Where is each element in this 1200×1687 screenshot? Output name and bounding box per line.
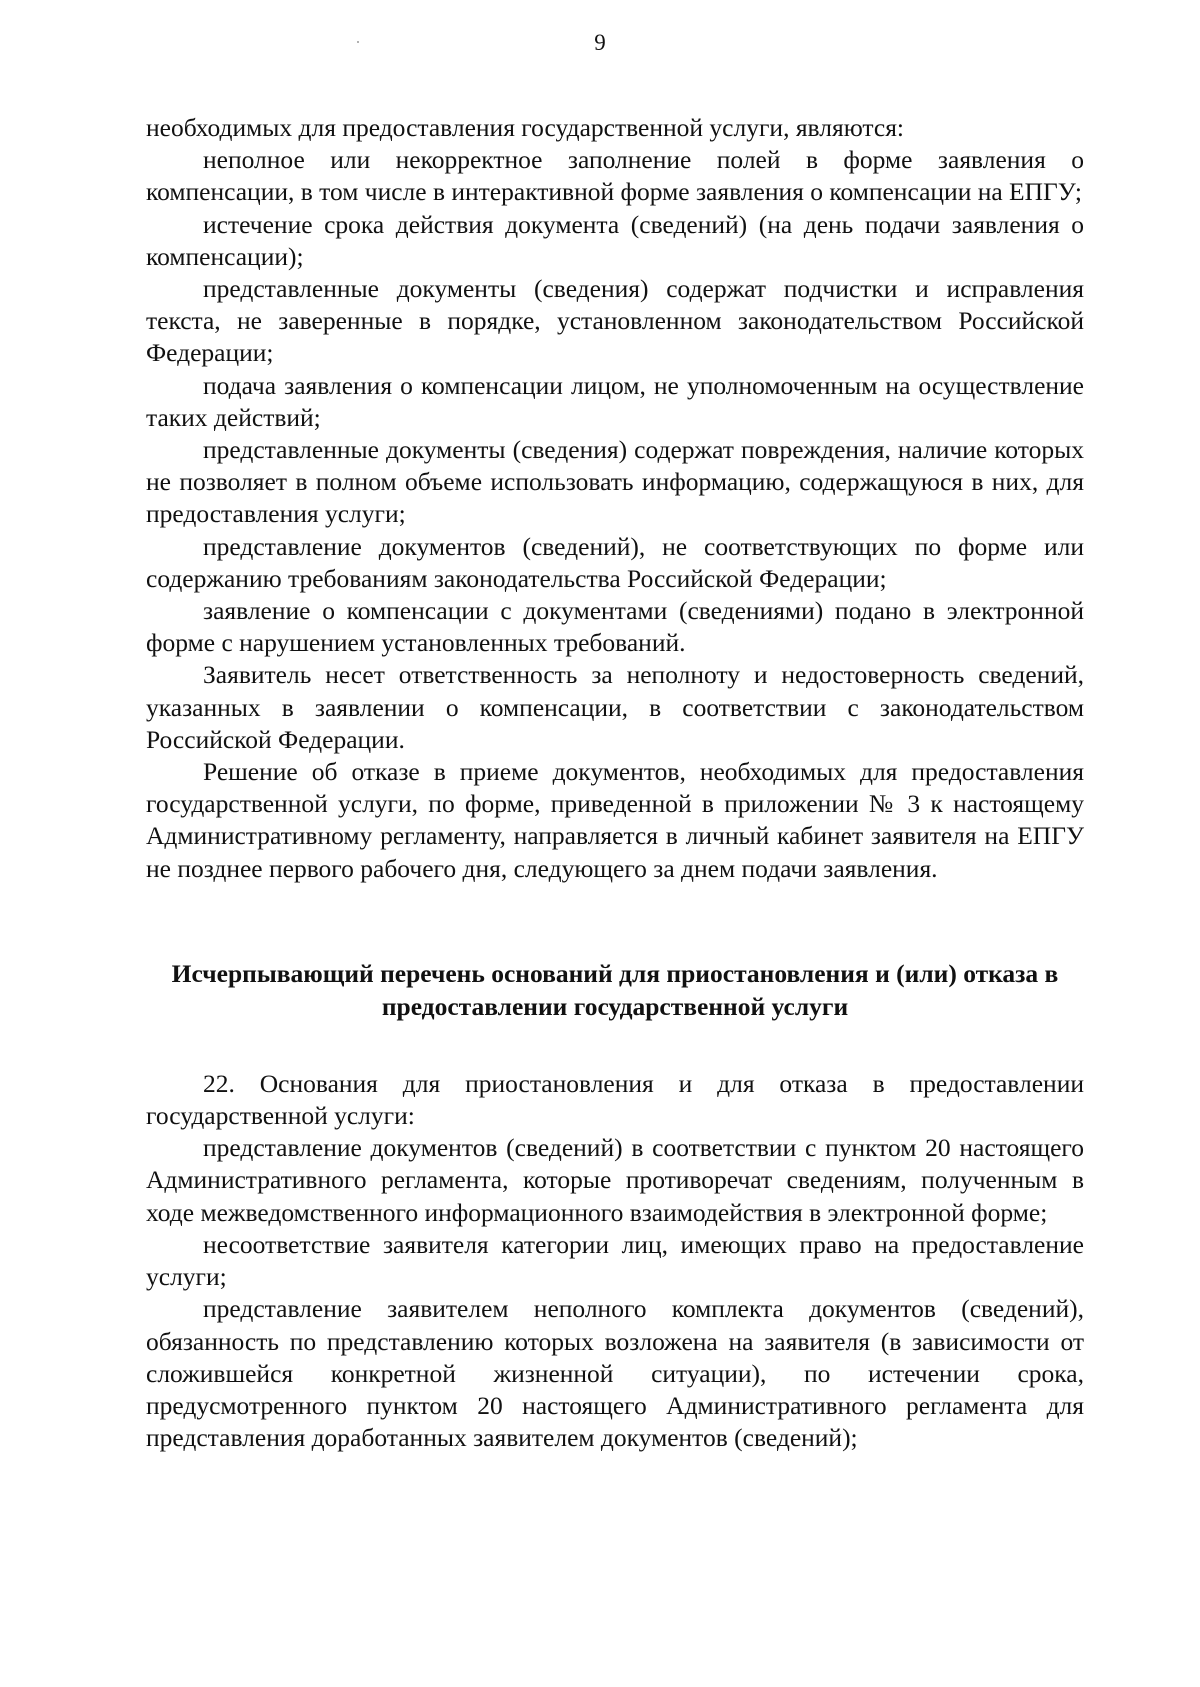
scan-speck xyxy=(357,41,359,43)
paragraph: необходимых для предоставления государственной услуги, являются: xyxy=(146,113,905,142)
page-number: 9 xyxy=(594,30,606,55)
page-body xyxy=(146,112,1084,1454)
list-item: несоответствие заявителя категории лиц, имеющих право на предоставление услуги; xyxy=(146,1229,1084,1292)
list-item: представленные документы (сведения) содержат повреждения, наличие которых не позволяет в полном объеме использовать информацию, содержащуюся в них, для предоставления услуги; xyxy=(146,435,1084,529)
list-item: заявление о компенсации с документами (сведениями) подано в электронной форме с нарушением установленных требований. xyxy=(146,596,1084,658)
list-item: неполное или некорректное заполнение полей в форме заявления о компенсации, в том числе в интерактивной форме заявления о компенсации на ЕПГУ; xyxy=(146,145,1084,207)
list-item: подача заявления о компенсации лицом, не уполномоченным на осуществление таких действий; xyxy=(146,370,1084,432)
list-item: представление документов (сведений) в соответствии с пунктом 20 настоящего Административного регламента, которые противоречат сведениям, полученным в ходе межведомственного информационного взаимодействия в электронной форме; xyxy=(146,1133,1084,1227)
list-item: представленные документы (сведения) содержат подчистки и исправления текста, не заверенные в порядке, установленном законодательством Российской Федерации; xyxy=(146,274,1084,368)
paragraph: Решение об отказе в приеме документов, необходимых для предоставления государственной услуги, по форме, приведенной в приложении № 3 к настоящему Административному регламенту, направляется в личный кабинет заявителя на ЕПГУ не позднее первого рабочего дня, следующего за днем подачи заявления. xyxy=(146,757,1084,883)
paragraph: 22. Основания для приостановления и для отказа в предоставлении государственной услуги: xyxy=(146,1068,1084,1131)
list-item: представление заявителем неполного комплекта документов (сведений), обязанность по представлению которых возложена на заявителя (в зависимости от сложившейся конкретной жизненной ситуации), по истечении срока, предусмотренного пунктом 20 настоящего Административного регламента для представления доработанных заявителем документов (сведений); xyxy=(146,1294,1084,1453)
list-item: представление документов (сведений), не соответствующих по форме или содержанию требованиям законодательства Российской Федерации; xyxy=(146,531,1084,593)
section-heading: Исчерпывающий перечень оснований для приостановления и (или) отказа в предоставлении государственной услуги xyxy=(171,958,1059,1021)
paragraph: Заявитель несет ответственность за неполноту и недостоверность сведений, указанных в заявлении о компенсации, в соответствии с законодательством Российской Федерации. xyxy=(146,660,1084,754)
list-item: истечение срока действия документа (сведений) (на день подачи заявления о компенсации); xyxy=(146,209,1084,271)
